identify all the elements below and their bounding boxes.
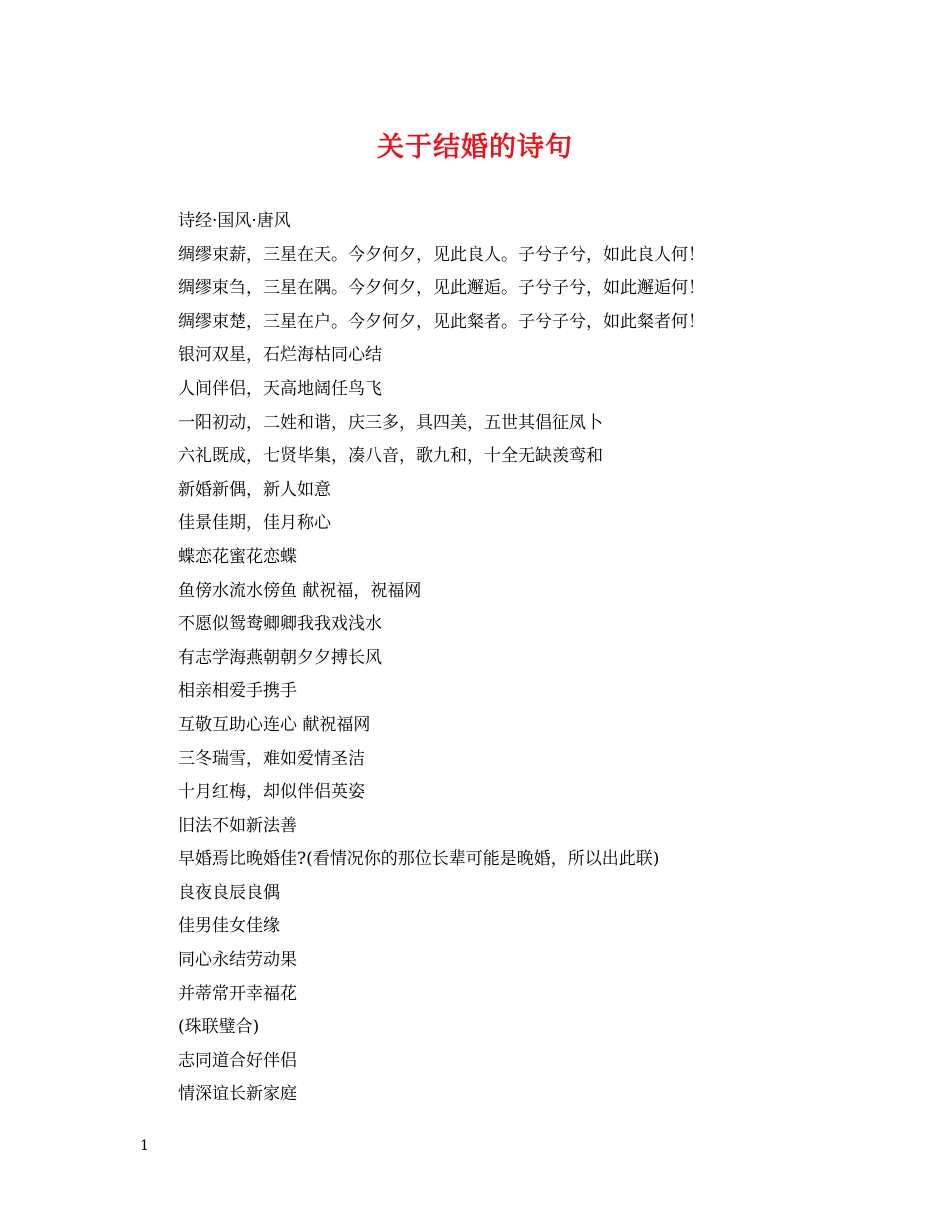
text-line: 绸缪束薪，三星在天。今夕何夕，见此良人。子兮子兮，如此良人何！ (178, 244, 705, 265)
text-line: 一阳初动，二姓和谐，庆三多，具四美，五世其倡征凤卜 (178, 412, 603, 433)
text-line: 新婚新偶，新人如意 (178, 479, 331, 500)
text-line: 六礼既成，七贤毕集，凑八音，歌九和，十全无缺羡鸾和 (178, 446, 603, 467)
text-line: (珠联璧合) (178, 1017, 260, 1038)
text-line: 绸缪束刍，三星在隅。今夕何夕，见此邂逅。子兮子兮，如此邂逅何！ (178, 278, 705, 299)
text-line: 互敬互助心连心 献祝福网 (178, 714, 371, 735)
text-line: 有志学海燕朝朝夕夕搏长风 (178, 647, 382, 668)
text-line: 人间伴侣，天高地阔任鸟飞 (178, 378, 382, 399)
text-line: 三冬瑞雪，难如爱情圣洁 (178, 748, 365, 769)
text-line: 良夜良辰良偶 (178, 882, 280, 903)
text-line: 旧法不如新法善 (178, 815, 297, 836)
text-line: 志同道合好伴侣 (178, 1050, 297, 1071)
text-line: 不愿似鸳鸯卿卿我我戏浅水 (178, 614, 382, 635)
text-line: 并蒂常开幸福花 (178, 983, 297, 1004)
text-line: 鱼傍水流水傍鱼 献祝福，祝福网 (178, 580, 422, 601)
document-title: 关于结婚的诗句 (377, 132, 573, 163)
page-number: 1 (140, 1138, 149, 1154)
text-line: 同心永结劳动果 (178, 950, 297, 971)
text-line: 早婚焉比晚婚佳?(看情况你的那位长辈可能是晚婚，所以出此联) (178, 849, 660, 870)
text-line: 相亲相爱手携手 (178, 681, 297, 702)
text-line: 佳男佳女佳缘 (178, 916, 280, 937)
text-line: 银河双星，石烂海枯同心结 (178, 345, 382, 366)
text-line: 佳景佳期，佳月称心 (178, 513, 331, 534)
text-line: 蝶恋花蜜花恋蝶 (178, 546, 297, 567)
text-line: 情深谊长新家庭 (178, 1084, 297, 1105)
text-line: 十月红梅，却似伴侣英姿 (178, 782, 365, 803)
text-line: 诗经·国风·唐风 (178, 211, 291, 231)
text-line: 绸缪束楚，三星在户。今夕何夕，见此粲者。子兮子兮，如此粲者何！ (178, 311, 705, 332)
poem-lines (178, 205, 878, 1112)
